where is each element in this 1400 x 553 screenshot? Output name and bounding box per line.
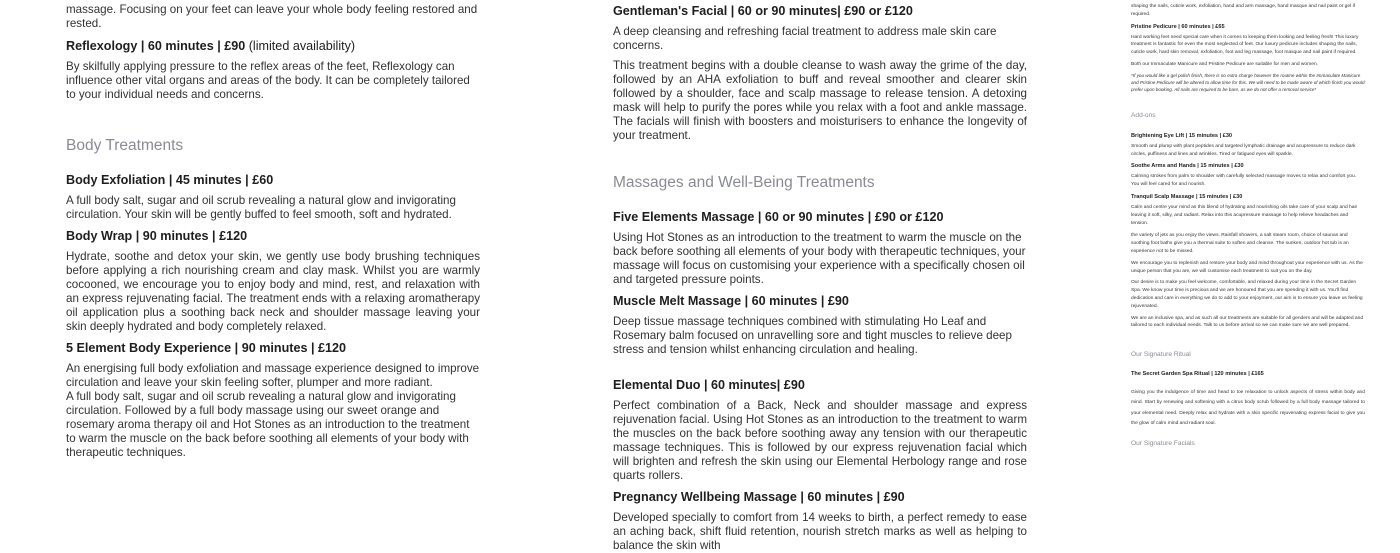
muscle-melt-title: Muscle Melt Massage | 60 minutes | £90 [613,294,849,308]
reflexology-desc: By skilfully applying pressure to the reflex areas of the feet, Reflexology can influence other vital organs and areas of the body. It can be completely tailored to your individual needs and concerns. [66,60,470,101]
section-heading-body-treatments: Body Treatments [66,137,184,154]
five-elements-massage-desc: Using Hot Stones as an introduction to the treatment to warm the muscle on the back before soothing all elements of your body with therapeutic techniques, your massage will focus on customising your experience with a specifically chosen oil and targeted pressure points. [613,231,1026,286]
pregnancy-massage-desc: Developed specially to comfort from 14 weeks to birth, a perfect remedy to ease an aching back, shift fluid retention, nourish stretch marks as well as helping to balance the skin with [613,511,1027,552]
encourage-text: We encourage you to replenish and restore your body and mind throughout your experience with us. As the unique person that you are, we will customise each treatment to suit you on the day. [1131,260,1363,274]
manicure-desc-tail: shaping the nails, cuticle work, exfoliation, hand and arm massage, hand masque and nail paint or gel if required. [1131,4,1356,17]
body-exfoliation-desc: A full body salt, sugar and oil scrub revealing a natural glow and invigorating circulation. Your skin will be gently buffed to feel smooth, soft and hydrated. [66,194,456,221]
section-heading-signature-ritual: Our Signature Ritual [1131,351,1191,359]
spa-ritual-title: The Secret Garden Spa Ritual | 120 minutes | £165 [1131,371,1264,378]
spa-ritual-desc: Giving you the indulgence of time and head to toe relaxation to unlock aspects of stress within body and mind. Start by renewing and softening with a citrus body scrub followed by a full body massage tailored to your elemental need. Deeply relax and hydrate with a skin specific rejuvenating express facial to give you the glow of calm mind and radiant soul. [1131,390,1365,427]
section-heading-massages: Massages and Well-Being Treatments [613,174,875,191]
gentlemans-facial-desc-1: A deep cleansing and refreshing facial treatment to address male skin care concerns. [613,25,997,52]
five-elements-massage-title: Five Elements Massage | 60 or 90 minutes | £90 or £120 [613,210,944,224]
section-heading-signature-facials: Our Signature Facials [1131,440,1195,448]
arms-hands-title: Soothe Arms and Hands | 15 minutes | £30 [1131,163,1244,170]
right-column [1131,0,1365,448]
both-suitable-note: Both our Immaculate Manicure and Pristine Pedicure are suitable for men and women. [1131,61,1319,67]
pristine-pedicure-desc: Hard working feet need special care when it comes to keeping them looking and feeling fresh! This luxury treatment is fantastic for even the most neglected of feet. Our luxury pedicure includes shaping the nails, cuticle work, hard skin removal, exfoliation, foot and leg massage, foot masque and nail paint if required. [1131,34,1359,56]
reflexology-title-text: Reflexology | 60 minutes | £90 [66,39,246,53]
pristine-pedicure-title: Pristine Pedicure | 60 minutes | £65 [1131,23,1225,30]
body-exfoliation-title: Body Exfoliation | 45 minutes | £60 [66,173,274,187]
eye-lift-title: Brightening Eye Lift | 15 minutes | £30 [1131,132,1233,139]
pregnancy-massage-title: Pregnancy Wellbeing Massage | 60 minutes | £90 [613,490,905,504]
middle-column [613,0,1027,553]
eye-lift-desc: Smooth and plump with plant peptides and targeted lymphatic drainage and acupressure to reduce dark circles, puffiness and lines and wrinkles. Tired or fatigued eyes will sparkle. [1131,143,1356,157]
muscle-melt-desc: Deep tissue massage techniques combined with stimulating Ho Leaf and Rosemary balm focused on unravelling sore and tight muscles to relieve deep stress and tension whilst enhancing circulation and healing. [613,315,1012,356]
elemental-duo-desc: Perfect combination of a Back, Neck and shoulder massage and express rejuvenation facial. Using Hot Stones as an introduction to the treatment to warm the muscles on the back before soothing away any tension with our therapeutic massage techniques. This is followed by our express rejuvenation facial which will brighten and refresh the skin using our Elemental Herbology range and rose quarts rollers. [613,399,1027,482]
body-wrap-title: Body Wrap | 90 minutes | £120 [66,229,248,243]
gentlemans-facial-desc-2: This treatment begins with a double cleanse to wash away the grime of the day, followed by an AHA exfoliation to buff and reveal smoother and clearer skin followed by a shoulder, face and scalp massage to release tension. A detoxing mask will help to purify the pores while you relax with a foot and ankle massage. The facials will finish with boosters and moisturisers to enhance the longevity of your treatment. [613,59,1027,142]
elemental-duo-title: Elemental Duo | 60 minutes| £90 [613,378,805,392]
scalp-massage-title: Tranquil Scalp Massage | 15 minutes | £30 [1131,193,1243,200]
scalp-massage-desc: Calm and centre your mind as this blend of hydrating and nourishing oils take care of your scalp and hair leaving it soft, silky, and radiant. Relax into this acupressure massage to help relieve headaches and tension. [1131,204,1358,226]
body-wrap-desc: Hydrate, soothe and detox your skin, we gently use body brushing techniques before applying a rich nourishing cream and clay mask. Whilst you are warmly cocooned, we encourage you to enjoy body and mind, rest, and relaxation with an express rejuvenating facial. The treatment ends with a relaxing aromatherapy oil application plus a soothing back neck and shoulder massage leaving your skin deeply hydrated and body completely relaxed. [66,250,480,333]
five-element-desc-2: A full body salt, sugar and oil scrub revealing a natural glow and invigorating circulation. Followed by a full body massage using our sweet orange and rosemary aroma therapy oil and Hot Stones as an introduction to the treatment to warm the muscle on the back before soothing all elements of your body with therapeutic techniques. [66,390,470,459]
section-heading-addons: Add-ons [1131,111,1156,119]
desire-text: Our desire is to make you feel welcome, comfortable, and relaxed during your time in the Secret Garden Spa. We know your time is precious and we are honoured that you are spending it with us. You'll find dedication and care in everything we do to add to your enjoyment, our aim is to ensure you leave us feeling rejuvenated. [1131,280,1363,309]
five-element-desc-1: An energising full body exfoliation and massage experience designed to improve circulation and leave your skin feeling softer, plumper and more radiant. [66,362,480,389]
inclusive-text: We are an inclusive spa, and as such all our treatments are suitable for all genders and will be adapted and tailored to each individual needs. Talk to us before arrival so we can make sure we are well prepared. [1131,315,1364,329]
five-element-title: 5 Element Body Experience | 90 minutes | £120 [66,341,347,355]
arms-hands-desc: Calming strokes from palm to shoulder with carefully selected massage moves to relax and comfort you. You will feel cared for and nourish. [1131,174,1357,188]
left-column [66,0,480,460]
thermal-suite-text: the variety of jets as you enjoy the views. Rainfall showers, a salt steam room, choice of saunas and soothing foot baths give you a thermal suite to soften and cleanse. The sunken, outdoor hot tub is an experience not to be missed. [1131,233,1349,254]
gel-polish-note: *If you would like a gel polish finish, there is no extra charge however the routine within the Immaculate Manicure and Pristine Pedicure will be altered to allow time for this. We will need to be made aware of which finish you would prefer upon booking. All nails are required to be bare, as we do not offer a removal service* [1131,72,1365,92]
foot-massage-desc-tail: massage. Focusing on your feet can leave your whole body feeling restored and rested. [66,3,478,30]
gentlemans-facial-title: Gentleman's Facial | 60 or 90 minutes| £90 or £120 [613,4,913,18]
reflexology-note: (limited availability) [245,39,356,53]
reflexology-title [66,38,480,54]
